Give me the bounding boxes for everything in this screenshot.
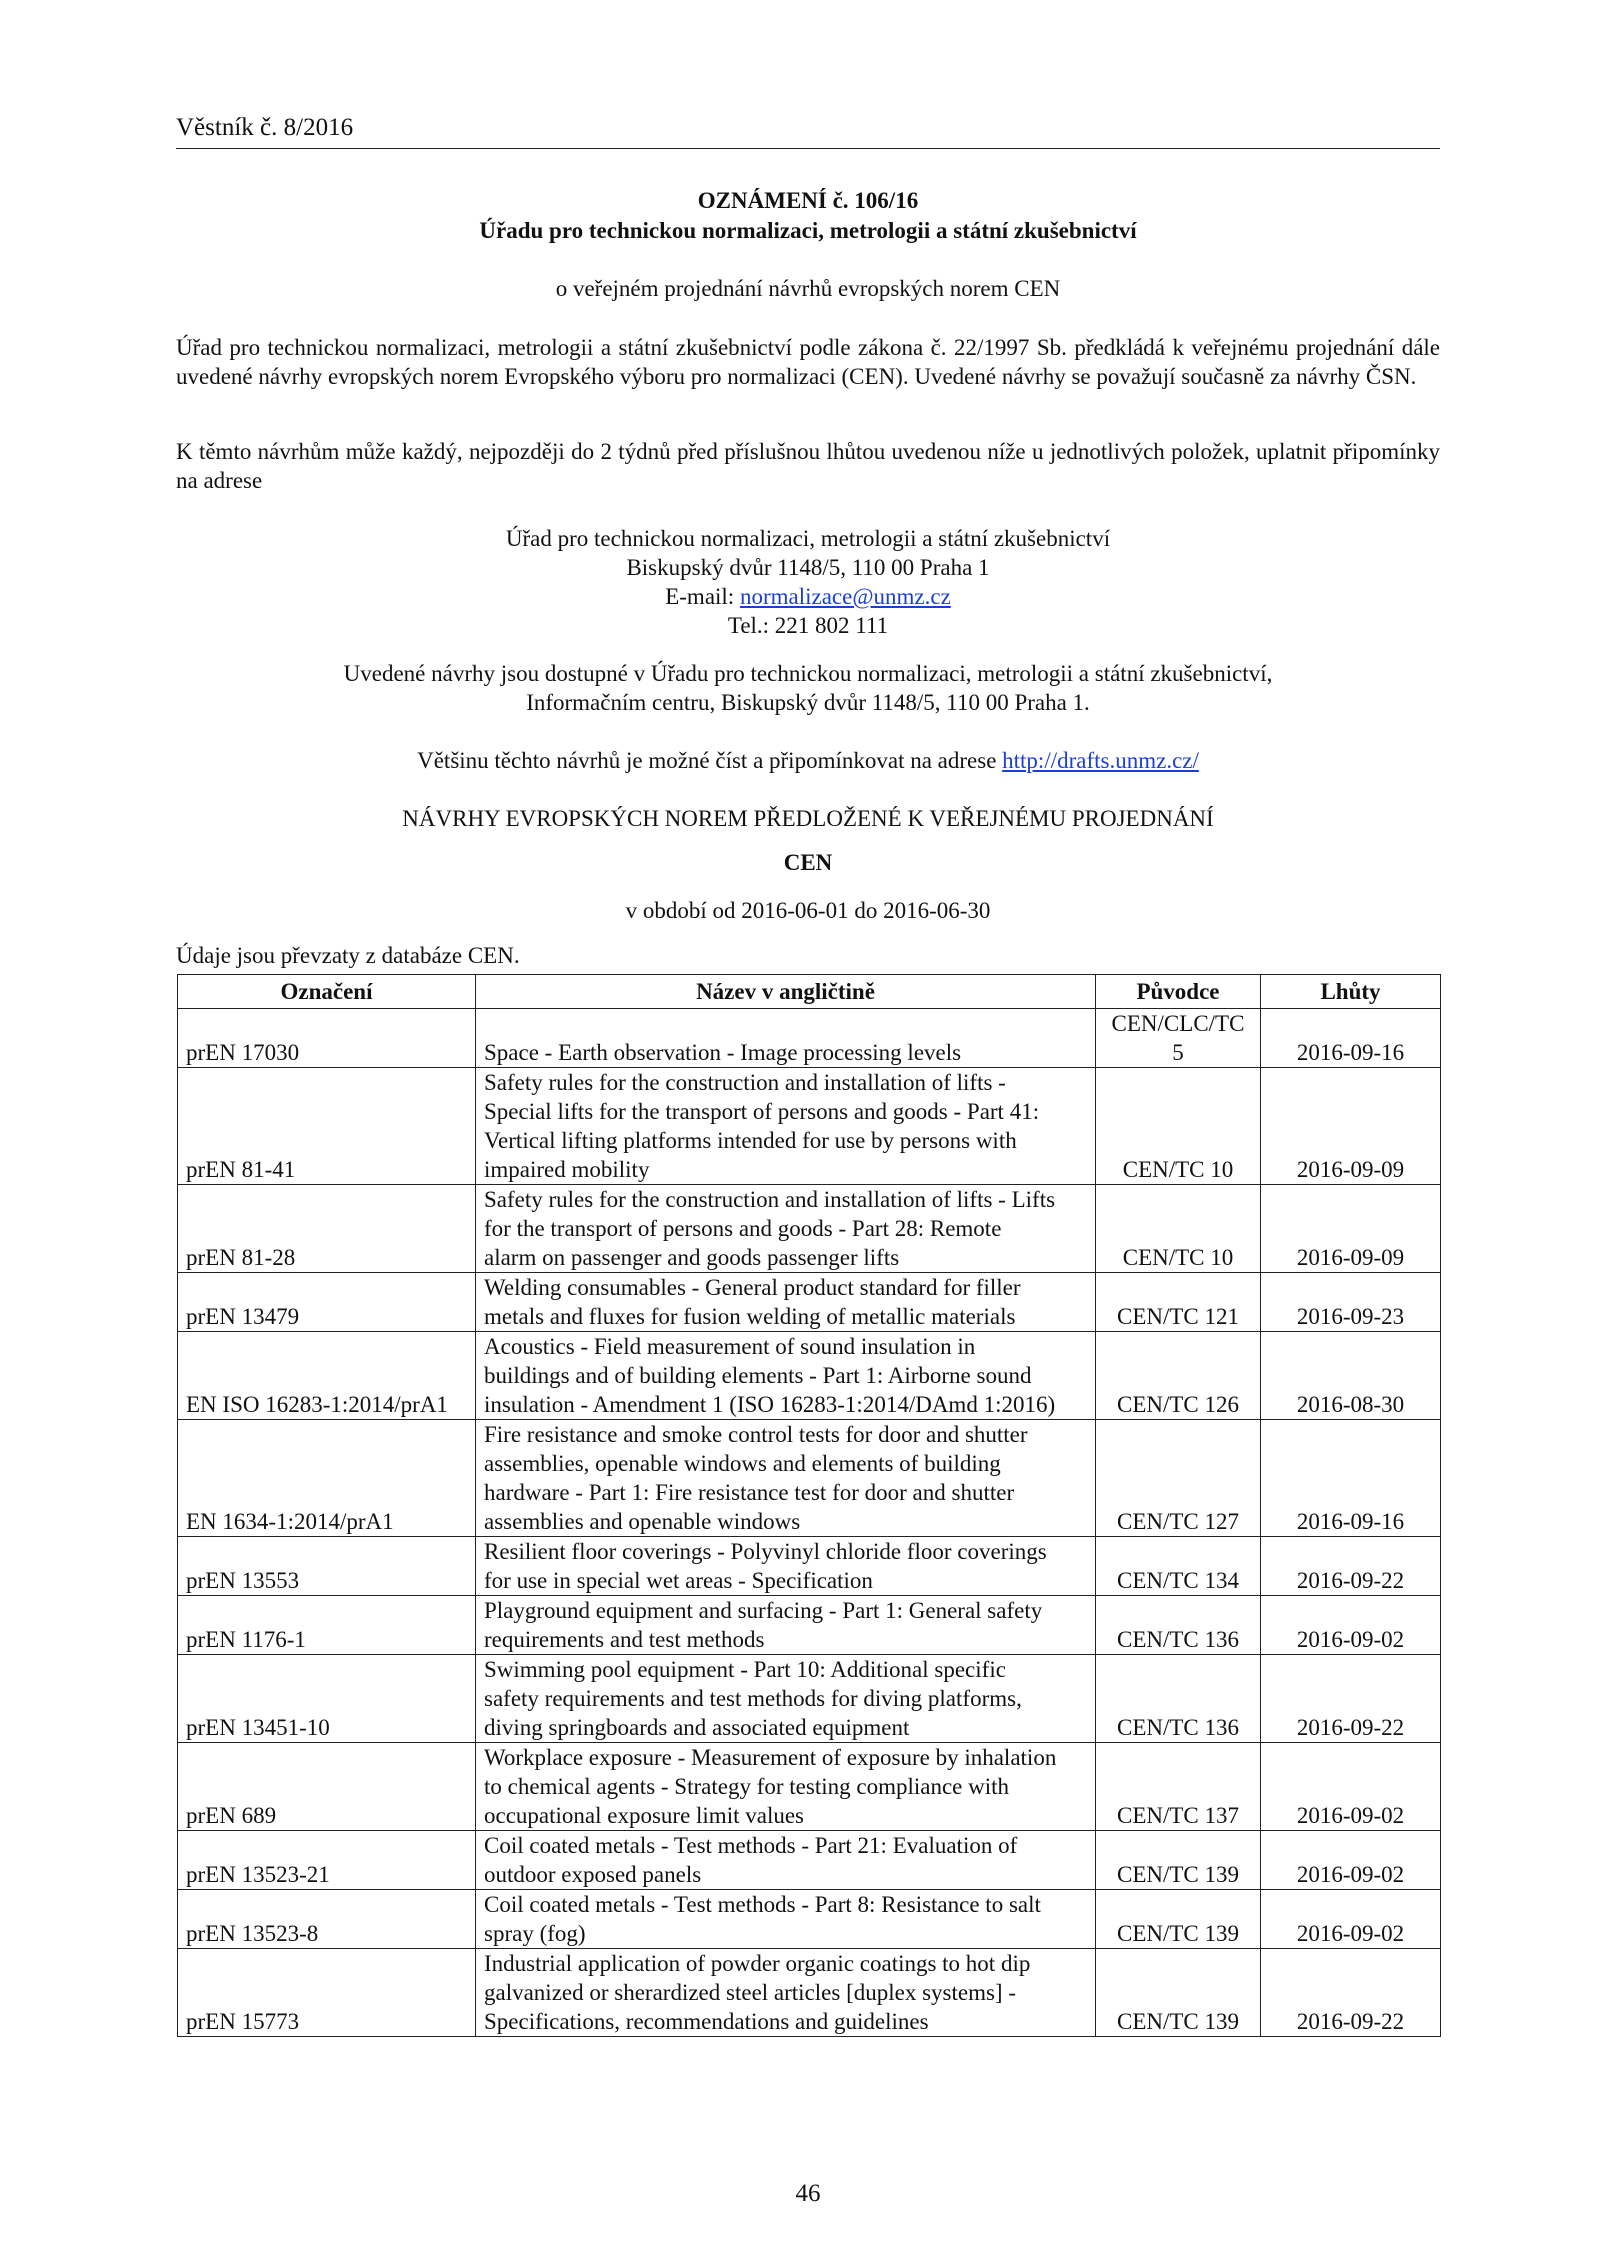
availability-line-1: Uvedené návrhy jsou dostupné v Úřadu pro technickou normalizaci, metrologii a státní zkušebnictví,	[343, 661, 1273, 686]
cell-deadline: 2016-09-02	[1261, 1596, 1441, 1655]
cell-title	[476, 1068, 1096, 1185]
title-line: Playground equipment and surfacing - Part 1: General safety	[484, 1598, 1043, 1623]
standards-table	[177, 974, 1441, 2037]
title-line: occupational exposure limit values	[484, 1803, 804, 1828]
journal-title: Věstník č. 8/2016	[176, 114, 354, 141]
col-header-origin: Původce	[1096, 975, 1261, 1009]
title-line: insulation - Amendment 1 (ISO 16283-1:2014/DAmd 1:2016)	[484, 1392, 1056, 1417]
cell-code: prEN 689	[178, 1743, 476, 1831]
cell-origin: CEN/TC 136	[1096, 1596, 1261, 1655]
cell-title	[476, 1185, 1096, 1273]
table-body	[178, 1009, 1441, 2037]
drafts-text: Většinu těchto návrhů je možné číst a připomínkovat na adrese	[417, 748, 1003, 773]
col-header-deadline: Lhůty	[1261, 975, 1441, 1009]
title-line: galvanized or sherardized steel articles [duplex systems] -	[484, 1980, 1016, 2005]
cell-deadline: 2016-09-02	[1261, 1890, 1441, 1949]
cell-origin: CEN/TC 127	[1096, 1420, 1261, 1537]
cell-code: prEN 17030	[178, 1009, 476, 1068]
title-line: alarm on passenger and goods passenger lifts	[484, 1245, 900, 1270]
title-line: Industrial application of powder organic coatings to hot dip	[484, 1951, 1031, 1976]
title-line: Specifications, recommendations and guidelines	[484, 2009, 929, 2034]
cell-deadline: 2016-09-02	[1261, 1831, 1441, 1890]
table-row	[178, 1420, 1441, 1537]
table-row	[178, 1655, 1441, 1743]
table-row	[178, 1949, 1441, 2037]
email-link[interactable]: normalizace@unmz.cz	[739, 584, 951, 609]
title-line: diving springboards and associated equipment	[484, 1715, 910, 1740]
cell-title	[476, 1273, 1096, 1332]
cell-title	[476, 1890, 1096, 1949]
table-row	[178, 1596, 1441, 1655]
title-line: Workplace exposure - Measurement of exposure by inhalation	[484, 1745, 1057, 1770]
cell-origin: CEN/TC 139	[1096, 1831, 1261, 1890]
title-line: assemblies, openable windows and elements of building	[484, 1451, 1001, 1476]
cell-origin: CEN/TC 139	[1096, 1949, 1261, 2037]
cell-deadline: 2016-09-22	[1261, 1949, 1441, 2037]
cell-deadline: 2016-09-09	[1261, 1185, 1441, 1273]
cell-code: prEN 13479	[178, 1273, 476, 1332]
cell-deadline: 2016-09-09	[1261, 1068, 1441, 1185]
cell-origin: CEN/TC 121	[1096, 1273, 1261, 1332]
title-line: assemblies and openable windows	[484, 1509, 801, 1534]
cell-origin: CEN/TC 126	[1096, 1332, 1261, 1420]
cell-origin: CEN/TC 134	[1096, 1537, 1261, 1596]
title-line: Fire resistance and smoke control tests for door and shutter	[484, 1422, 1028, 1447]
title-line: Vertical lifting platforms intended for use by persons with	[484, 1128, 1017, 1153]
cell-title	[476, 1596, 1096, 1655]
cell-origin: CEN/TC 136	[1096, 1655, 1261, 1743]
cell-code: prEN 15773	[178, 1949, 476, 2037]
title-line: hardware - Part 1: Fire resistance test for door and shutter	[484, 1480, 1015, 1505]
table-header-row	[178, 975, 1441, 1009]
email-label: E-mail:	[665, 584, 740, 609]
cell-code: EN 1634-1:2014/prA1	[178, 1420, 476, 1537]
table-row	[178, 1273, 1441, 1332]
table-row	[178, 1831, 1441, 1890]
notice-issuer: Úřadu pro technickou normalizaci, metrologii a státní zkušebnictví	[479, 218, 1137, 243]
cell-origin: CEN/TC 10	[1096, 1068, 1261, 1185]
address-phone: Tel.: 221 802 111	[727, 613, 889, 638]
cell-title	[476, 1655, 1096, 1743]
cell-code: EN ISO 16283-1:2014/prA1	[178, 1332, 476, 1420]
title-line: impaired mobility	[484, 1157, 650, 1182]
cell-title	[476, 1743, 1096, 1831]
title-line: metals and fluxes for fusion welding of metallic materials	[484, 1304, 1016, 1329]
cell-code: prEN 81-28	[178, 1185, 476, 1273]
address-email-line	[176, 582, 1440, 611]
title-line: Resilient floor coverings - Polyvinyl chloride floor coverings	[484, 1539, 1047, 1564]
cell-deadline: 2016-09-22	[1261, 1655, 1441, 1743]
title-line: Safety rules for the construction and installation of lifts - Lifts	[484, 1187, 1056, 1212]
page-header	[176, 112, 1440, 149]
cell-origin: CEN/TC 137	[1096, 1743, 1261, 1831]
cell-code: prEN 13451-10	[178, 1655, 476, 1743]
table-row	[178, 1185, 1441, 1273]
drafts-line	[176, 746, 1440, 775]
page-number: 46	[795, 2180, 821, 2207]
cell-deadline: 2016-09-23	[1261, 1273, 1441, 1332]
cell-title	[476, 1831, 1096, 1890]
cell-title	[476, 1420, 1096, 1537]
title-line: Space - Earth observation - Image processing levels	[484, 1040, 962, 1065]
section-period: v období od 2016-06-01 do 2016-06-30	[625, 898, 991, 923]
cell-title	[476, 1009, 1096, 1068]
cell-code: prEN 13553	[178, 1537, 476, 1596]
cell-title	[476, 1537, 1096, 1596]
intro-paragraph-1: Úřad pro technickou normalizaci, metrologii a státní zkušebnictví podle zákona č. 22/1997 Sb. předkládá k veřejnému projednání dále uvedené návrhy evropských norem Evropského výboru pro normalizaci (CEN). Uvedené návrhy se považují současně za návrhy ČSN.	[176, 335, 1440, 389]
title-line: Acoustics - Field measurement of sound insulation in	[484, 1334, 976, 1359]
notice-title: OZNÁMENÍ č. 106/16	[697, 188, 919, 213]
cell-code: prEN 13523-8	[178, 1890, 476, 1949]
cell-deadline: 2016-09-02	[1261, 1743, 1441, 1831]
intro-paragraph-2: K těmto návrhům může každý, nejpozději do 2 týdnů před příslušnou lhůtou uvedenou níže u jednotlivých položek, uplatnit připomínky na adrese	[176, 439, 1440, 493]
address-name: Úřad pro technickou normalizaci, metrologii a státní zkušebnictví	[505, 526, 1111, 551]
cell-title	[476, 1332, 1096, 1420]
source-note: Údaje jsou převzaty z databáze CEN.	[176, 943, 520, 968]
availability-line-2: Informačním centru, Biskupský dvůr 1148/5, 110 00 Praha 1.	[526, 690, 1090, 715]
section-heading: NÁVRHY EVROPSKÝCH NOREM PŘEDLOŽENÉ K VEŘEJNÉMU PROJEDNÁNÍ	[402, 806, 1214, 831]
section-org: CEN	[783, 850, 833, 875]
cell-code: prEN 1176-1	[178, 1596, 476, 1655]
cell-code: prEN 81-41	[178, 1068, 476, 1185]
title-line: outdoor exposed panels	[484, 1862, 702, 1887]
drafts-link[interactable]: http://drafts.unmz.cz/	[1002, 748, 1199, 773]
cell-origin: CEN/CLC/TC 5	[1096, 1009, 1261, 1068]
cell-title	[476, 1949, 1096, 2037]
title-line: Swimming pool equipment - Part 10: Additional specific	[484, 1657, 1006, 1682]
cell-deadline: 2016-08-30	[1261, 1332, 1441, 1420]
title-line: Coil coated metals - Test methods - Part 8: Resistance to salt	[484, 1892, 1041, 1917]
table-row	[178, 1743, 1441, 1831]
title-line: buildings and of building elements - Part 1: Airborne sound	[484, 1363, 1032, 1388]
title-line: spray (fog)	[484, 1921, 586, 1946]
title-line: Coil coated metals - Test methods - Part 21: Evaluation of	[484, 1833, 1018, 1858]
title-line: Welding consumables - General product standard for filler	[484, 1275, 1021, 1300]
title-line: Special lifts for the transport of persons and goods - Part 41:	[484, 1099, 1040, 1124]
cell-deadline: 2016-09-22	[1261, 1537, 1441, 1596]
title-line: for the transport of persons and goods - Part 28: Remote	[484, 1216, 1002, 1241]
title-line: requirements and test methods	[484, 1627, 765, 1652]
table-row	[178, 1332, 1441, 1420]
col-header-title: Název v angličtině	[476, 975, 1096, 1009]
table-row	[178, 1537, 1441, 1596]
table-row	[178, 1068, 1441, 1185]
notice-subject: o veřejném projednání návrhů evropských norem CEN	[555, 276, 1061, 301]
table-row	[178, 1890, 1441, 1949]
title-line: for use in special wet areas - Specification	[484, 1568, 873, 1593]
cell-deadline: 2016-09-16	[1261, 1420, 1441, 1537]
address-street: Biskupský dvůr 1148/5, 110 00 Praha 1	[626, 555, 990, 580]
cell-origin: CEN/TC 10	[1096, 1185, 1261, 1273]
cell-deadline: 2016-09-16	[1261, 1009, 1441, 1068]
table-row	[178, 1009, 1441, 1068]
title-line: to chemical agents - Strategy for testing compliance with	[484, 1774, 1010, 1799]
title-line: Safety rules for the construction and installation of lifts -	[484, 1070, 1006, 1095]
title-line: safety requirements and test methods for diving platforms,	[484, 1686, 1022, 1711]
col-header-code: Označení	[178, 975, 476, 1009]
cell-code: prEN 13523-21	[178, 1831, 476, 1890]
cell-origin: CEN/TC 139	[1096, 1890, 1261, 1949]
